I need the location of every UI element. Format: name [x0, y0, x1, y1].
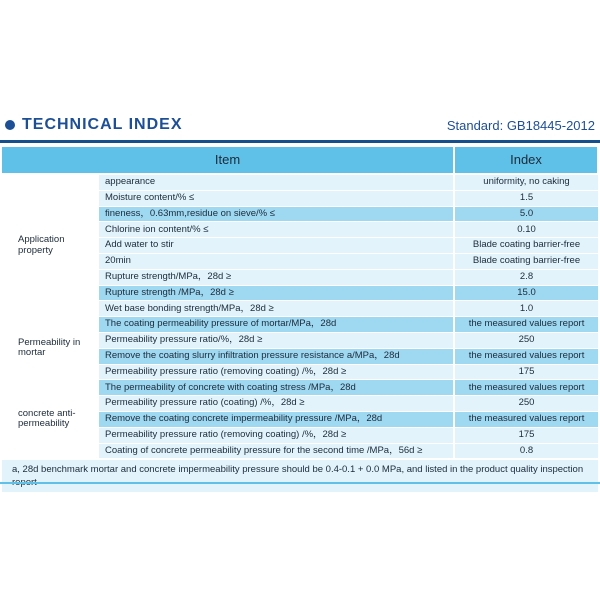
row-index: the measured values report: [454, 411, 598, 427]
row-item: Remove the coating concrete impermeability pressure /MPa，28d: [98, 411, 454, 427]
table-header-row: [2, 147, 598, 174]
row-index: 1.5: [454, 190, 598, 206]
column-header-item: Item: [2, 147, 454, 174]
row-item: Moisture content/% ≤: [98, 190, 454, 206]
row-index: 0.8: [454, 443, 598, 459]
row-item: Wet base bonding strength/MPa，28d ≥: [98, 301, 454, 317]
row-index: 250: [454, 332, 598, 348]
row-index: uniformity, no caking: [454, 174, 598, 190]
header-divider: [0, 140, 600, 143]
row-index: 0.10: [454, 222, 598, 238]
row-index: the measured values report: [454, 317, 598, 333]
row-index: 5.0: [454, 206, 598, 222]
row-index: 15.0: [454, 285, 598, 301]
row-item: Rupture strength/MPa，28d ≥: [98, 269, 454, 285]
row-item: Permeability pressure ratio (removing coating) /%，28d ≥: [98, 427, 454, 443]
row-item: fineness，0.63mm,residue on sieve/% ≤: [98, 206, 454, 222]
group-application-property: Application property: [2, 174, 98, 317]
row-item: Coating of concrete permeability pressure for the second time /MPa，56d ≥: [98, 443, 454, 459]
table-note-row: [2, 459, 598, 492]
table-row: [2, 317, 598, 333]
row-item: Permeability pressure ratio/%，28d ≥: [98, 332, 454, 348]
row-index: 175: [454, 427, 598, 443]
row-item: 20min: [98, 253, 454, 269]
row-item: Permeability pressure ratio (removing coating) /%，28d ≥: [98, 364, 454, 380]
row-item: Rupture strength /MPa，28d ≥: [98, 285, 454, 301]
group-concrete-anti-permeability: concrete anti-permeability: [2, 380, 98, 459]
row-item: Permeability pressure ratio (coating) /%，28d ≥: [98, 396, 454, 412]
bullet-dot-icon: [5, 120, 15, 130]
section-title: TECHNICAL INDEX: [22, 116, 183, 133]
row-item: Remove the coating slurry infiltration pressure resistance a/MPa，28d: [98, 348, 454, 364]
technical-index-table: [2, 147, 599, 492]
row-index: 2.8: [454, 269, 598, 285]
row-index: Blade coating barrier-free: [454, 253, 598, 269]
table-row: [2, 174, 598, 190]
row-index: 175: [454, 364, 598, 380]
row-index: the measured values report: [454, 348, 598, 364]
row-item: Add water to stir: [98, 238, 454, 254]
column-header-index: Index: [454, 147, 598, 174]
row-item: Chlorine ion content/% ≤: [98, 222, 454, 238]
group-permeability-in-mortar: Permeability in mortar: [2, 317, 98, 380]
row-item: The permeability of concrete with coating stress /MPa，28d: [98, 380, 454, 396]
standard-label: Standard: GB18445-2012: [446, 118, 595, 133]
row-index: 1.0: [454, 301, 598, 317]
row-index: the measured values report: [454, 380, 598, 396]
table-footnote: a, 28d benchmark mortar and concrete impermeability pressure should be 0.4-0.1 + 0.0 MPa, and listed in the product quality inspection: [2, 459, 598, 492]
row-item: The coating permeability pressure of mortar/MPa，28d: [98, 317, 454, 333]
table-row: [2, 380, 598, 396]
table-bottom-border: [0, 482, 600, 484]
row-item: appearance: [98, 174, 454, 190]
section-header: [0, 114, 600, 140]
row-index: Blade coating barrier-free: [454, 238, 598, 254]
row-index: 250: [454, 396, 598, 412]
